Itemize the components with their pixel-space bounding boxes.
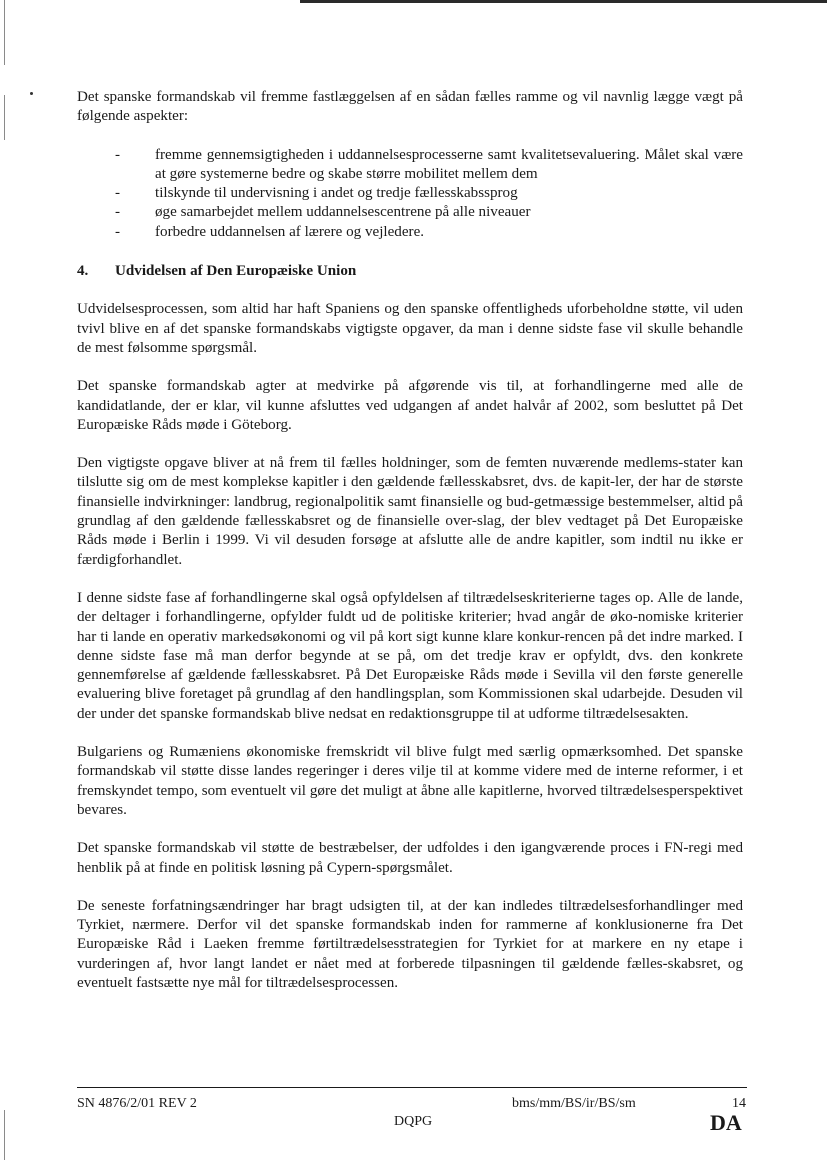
aspect-list: [77, 146, 743, 242]
scan-margin-mark: [4, 1110, 5, 1160]
page-body: [77, 88, 743, 1012]
list-item-text: forbedre uddannelsen af lærere og vejledere.: [155, 223, 425, 240]
scan-margin-mark: [4, 0, 5, 65]
list-item-text: fremme gennemsigtigheden i uddannelsesprocesserne samt kvalitetsevaluering. Målet skal være at gøre systemerne bedre og skabe større mobilitet mellem dem: [155, 146, 743, 182]
scan-speck: [30, 92, 33, 95]
department-code: DQPG: [394, 1114, 433, 1129]
list-item-text: tilskynde til undervisning i andet og tredje fællesskabssprog: [155, 185, 518, 202]
footer-divider: [77, 1087, 747, 1088]
body-paragraph: Det spanske formandskab vil støtte de bestræbelser, der udfoldes i den igangværende proces i FN-regi med henblik på at finde en politisk løsning på Cypern-spørgsmålet.: [77, 840, 743, 876]
bullet-dash: -: [115, 146, 121, 163]
body-paragraph: Den vigtigste opgave bliver at nå frem til fælles holdninger, som de femten nuværende medlems-stater kan tilslutte sig om de mest komplekse kapitler i den gældende fællesskabsret, dvs. de kapit-ler, der har de største finansielle indvirkninger: landbrug, regionalpolitik samt finansielle og bud-getmæssige bestemmelser, altid på grundlag af den gældende fællesskabsret og de finansielle over-slag, der blev vedtaget på Det Europæiske Råds møde i Berlin i 1999. Vi vil desuden forsøge at afslutte alle de andre kapitler, som indtil nu ikke er færdigforhandlet.: [77, 455, 743, 568]
page-number: 14: [732, 1096, 746, 1111]
body-paragraph: Bulgariens og Rumæniens økonomiske fremskridt vil blive fulgt med særlig opmærksomhed. Det spanske formandskab vil støtte disse landes regeringer i deres vilje til at komme videre med de interne reformer, i et fremskyndet tempo, som eventuelt vil gøre det muligt at åbne alle kapitlerne, hvorved tiltrædelsesperspektivet bevares.: [77, 744, 743, 818]
list-item: [77, 203, 743, 222]
list-item: [77, 184, 743, 203]
body-paragraph: De seneste forfatningsændringer har bragt udsigten til, at der kan indledes tiltrædelsesforhandlinger med Tyrkiet, nærmere. Derfor vil det spanske formandskab inden for rammerne af konklusionerne fra Det Europæiske Råd i Laeken fremme førtiltrædelsesstrategien for Tyrkiet for at markere en ny etape i vurderingen af, hvor langt landet er nået med at forberede tilpasningen til gældende fælles-skabsret, og eventuelt fastsætte nye mål for tiltrædelsesprocessen.: [77, 897, 743, 991]
section-title: Udvidelsen af Den Europæiske Union: [115, 263, 357, 280]
section-number: 4.: [77, 263, 89, 280]
intro-paragraph: Det spanske formandskab vil fremme fastlæggelsen af en sådan fælles ramme og vil navnlig lægge vægt på følgende aspekter:: [77, 89, 743, 125]
document-reference: SN 4876/2/01 REV 2: [77, 1096, 197, 1111]
bullet-dash: -: [115, 204, 121, 221]
scan-edge-line: [300, 0, 827, 3]
section-heading: [77, 262, 743, 281]
list-item-text: øge samarbejdet mellem uddannelsescentrene på alle niveauer: [155, 204, 531, 221]
body-paragraph: Det spanske formandskab agter at medvirke på afgørende vis til, at forhandlingerne med alle de kandidatlande, der er klar, vil kunne afsluttes ved udgangen af andet halvår af 2002, som besluttet på Det Europæiske Råds møde i Göteborg.: [77, 378, 743, 433]
scan-margin-mark: [4, 95, 5, 140]
body-paragraph: Udvidelsesprocessen, som altid har haft Spaniens og den spanske offentligheds uforbeholdne støtte, vil uden tvivl blive en af det spanske formandskabs vigtigste opgaver, da man i denne sidste fase vil skulle behandle de mest følsomme spørgsmål.: [77, 301, 743, 356]
body-paragraph: I denne sidste fase af forhandlingerne skal også opfyldelsen af tiltrædelseskriterierne tages op. Alle de lande, der deltager i forhandlingerne, opfylder fuldt ud de politiske kriterier; hvad angår de øko-nomiske kriterier har ti lande en operativ markedsøkonomi og vil på kort sigt kunne klare konkur-rencen på det indre marked. I denne sidste fase må man derfor begynde at se på, om det tredje krav er opfyldt, dvs. den konkrete gennemførelse af gældende fællesskabsret. På Det Europæiske Råds møde i Sevilla vil den første generelle evaluering blive foretaget på grundlag af den handlingsplan, som Kommissionen skal udarbejde. Desuden vil der under det spanske formandskab blive nedsat en redaktionsgruppe til at udforme tiltrædelsesakten.: [77, 589, 743, 722]
list-item: [77, 146, 743, 185]
bullet-dash: -: [115, 185, 121, 202]
author-initials: bms/mm/BS/ir/BS/sm: [512, 1096, 636, 1111]
bullet-dash: -: [115, 223, 121, 240]
list-item: [77, 223, 743, 242]
language-code: DA: [710, 1110, 742, 1135]
